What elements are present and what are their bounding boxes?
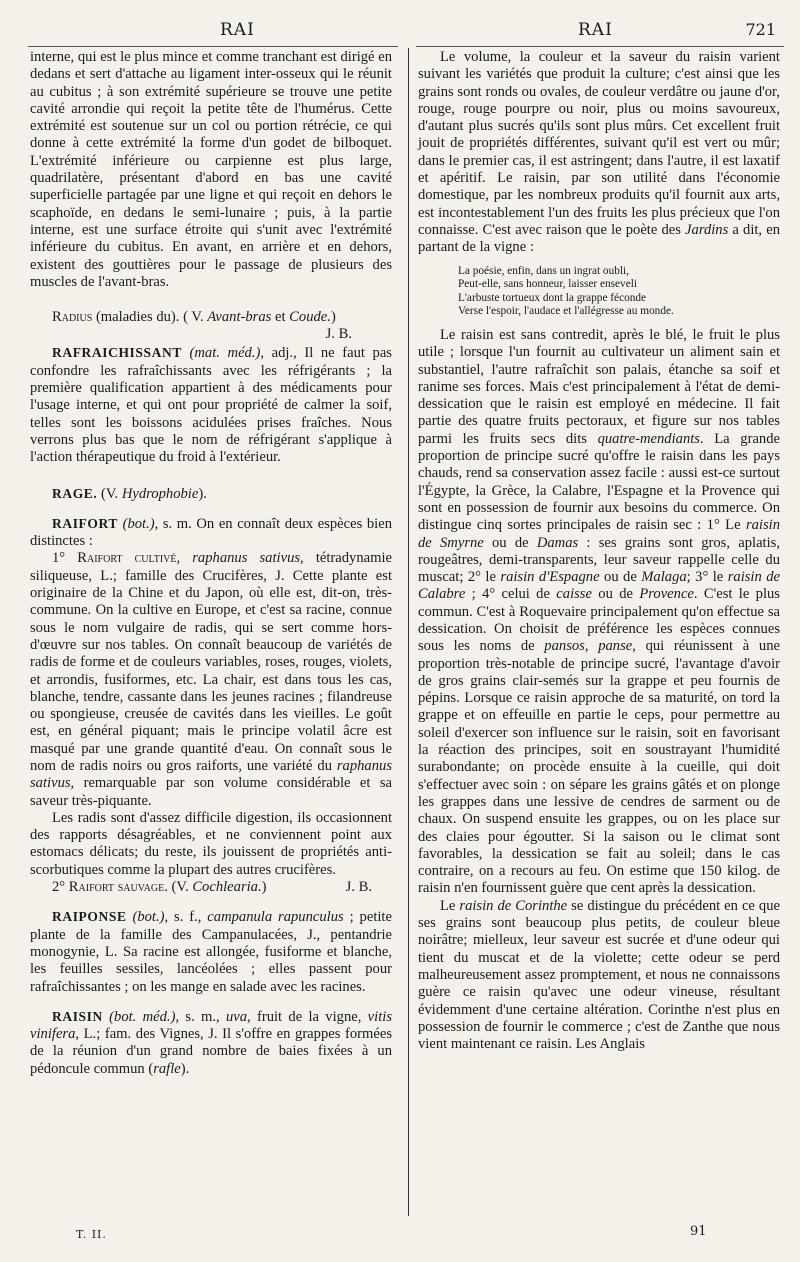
page-number: 721 (745, 20, 776, 39)
verse-line: Verse l'espoir, l'audace et l'allégresse au monde. (458, 305, 674, 318)
entry-rafraichissant: RAFRAICHISSANT (mat. méd.), adj., Il ne faut pas confondre les rafraîchissants avec les réfrigérants ; la première qualification appartient à des médicaments pour l'usage interne, et qui ont pour propriété de calmer la soif, telles sont les boissons acidulées prises fraîches. Nous verrons plus bas que le nom de réfrigérant s'applique à l'action thérapeutique du froid à l'extérieur. (30, 345, 392, 466)
entry-radius: Radius (maladies du). ( V. Avant-bras et Coude.) J. B. (52, 309, 352, 343)
running-head-right: RAI (578, 20, 613, 40)
entry-continuation: interne, qui est le plus mince et comme tranchant est dirigé en dedans et sert d'attache au ligament inter-osseux qui le réunit au cubitus ; à son extrémité supérieure se trouve une petite cavité arrondie qui reçoit la petite tête de l'humérus. Cette extrémité est soutenue sur un col ou portion rétrécie, ce qui donne à cette extrémité la forme d'un godet de bilboquet. L'extrémité inférieure ou carpienne est plus large, quadrilatère, présentant d'abord en bas une cavité superficielle partagée par une ligne et qui reçoit en dehors le scaphoïde, en dedans le semi-lunaire ; puis, à la partie interne, est une surface étroite qui s'unit avec l'extrémité inférieure du cubitus. En avant, en arrière et en dehors, existent des gouttières pour le passage de plusieurs des muscles de l'avant-bras. (30, 49, 392, 290)
entry-rage: RAGE. (V. Hydrophobie). (52, 485, 207, 502)
running-head-left: RAI (220, 20, 255, 40)
headword: RAISIN (52, 1008, 103, 1024)
entry-raisin: RAISIN (bot. méd.), s. m., uva, fruit de la vigne, vitis vinifera, L.; fam. des Vignes, J. Il s'offre en grappes formées de la réunion d'un grand nombre de baies fixées à un pédoncule commun (rafle). (30, 1008, 392, 1077)
cross-reference: Cochlearia. (192, 879, 262, 896)
header-rule-left (28, 46, 398, 47)
paragraph-raisin-varietes: Le volume, la couleur et la saveur du raisin varient suivant les variétés que produit la culture; c'est ainsi que les grains sont ronds ou ovales, de couleur verdâtre ou jaune d'or, rouge, rouge pourpre ou noir, plus ou moins savoureux, d'autant plus sucrés qu'ils sont plus mûrs. Cet excellent fruit jouit de propriétés différentes, suivant qu'il est vert ou mûr; dans le premier cas, il est astringent; dans l'autre, il est laxatif et apéritif. Le raisin, par son utilité dans l'économie domestique, par les nombreux produits qu'il fournit aux arts, est incontestablement l'un des fruits les plus précieux que l'on connaisse. C'est avec raison que le poète des Jardins a dit, en partant de la vigne : (418, 49, 780, 256)
header-rule-right (416, 46, 784, 47)
signature-mark: 91 (690, 1224, 707, 1239)
author-initials: J. B. (325, 326, 352, 343)
cross-reference: Hydrophobie (121, 485, 199, 502)
headword: Radius (52, 309, 93, 326)
entry-raifort-cultive: 1° Raifort cultivé, raphanus sativus, tétradynamie siliqueuse, L.; famille des Crucifères, J. Cette plante est originaire de la Chine et du Japon, où elle est, dit-on, très-commune. On la cultive en Europe, et c'est sa racine, connue sous le nom vulgaire de radis, qui se sert comme hors-d'œuvre sur nos tables. On connaît beaucoup de variétés de radis de forme et de couleurs variables, roses, rouges, violets, et arrondis, fusiformes, etc. La chair, est dans tous les cas, blanche, tendre, cassante dans les jeunes racines ; filandreuse ou spongieuse, creusée de cavités dans les vieilles. Le goût est, en général piquant; mais le principe volatil âcre est masqué par une grande quantité d'eau. On connaît sous le nom de radis noirs ou gros raiforts, une variété du raphanus sativus, remarquable par son volume considérable et sa saveur très-piquante. (30, 550, 392, 809)
entry-raiponse: RAIPONSE (bot.), s. f., campanula rapunculus ; petite plante de la famille des Campanulacées, J., pentandrie monogynie, L. Sa racine est allongée, fusiforme et blanche, les feuilles sessiles, lancéolées ; elles passent pour rafraîchissantes ; on les mange en salade avec les racines. (30, 909, 392, 995)
verse-line: Peut-elle, sans honneur, laisser enseveli (458, 278, 637, 291)
paragraph-raisin-corinthe: Le raisin de Corinthe se distingue du précédent en ce que ses grains sont beaucoup plus petits, de couleur bleue noirâtre; mielleux, leur saveur est sucrée et d'une odeur qui tient du muscat et de la violette; cette odeur se perd malheureusement assez promptement, et nous ne connaissons guère ce raisin qu'avec une odeur vineuse, résultant évidemment d'une certaine altération. Corinthe n'est plus en possession de fournir le commerce ; c'est de Zanthe que nous vient maintenant ce raisin. Les Anglais (418, 897, 780, 1053)
headword: RAGE. (52, 485, 98, 501)
paragraph-radis: Les radis sont d'assez difficile digestion, ils occasionnent des rapports désagréables, et ne conviennent point aux estomacs délicats; du reste, ils jouissent de propriétés anti-scorbutiques comme la plupart des autres crucifères. (30, 809, 392, 878)
column-divider (408, 48, 409, 1216)
volume-mark: T. II. (76, 1228, 107, 1241)
cross-reference: Coude. (289, 309, 331, 326)
subheadword: Raifort sauvage (68, 879, 165, 896)
right-column (418, 49, 780, 1053)
subheadword: Raifort cultivé (77, 550, 177, 567)
cross-reference: Avant-bras (207, 309, 272, 326)
entry-raifort-sauvage: 2° Raifort sauvage. (V. Cochlearia.) J. B. (52, 879, 372, 896)
paragraph-raisin-sec: Le raisin est sans contredit, après le blé, le fruit le plus utile ; lorsque l'un fournit au cultivateur un aliment sain et substantiel, l'autre rafraîchit son palais, étanche sa soif et ranime ses forces. Mais c'est principalement à l'état de demi-dessication que le raisin est employé en médecine. Il fait partie des quatre fruits pectoraux, et figure sur nos tables parmi les fruits secs dits quatre-mendiants. La grande proportion de principe sucré qu'offre le raisin dans les pays chauds, rend sa conservation assez facile : aussi est-ce surtout l'Égypte, la Grèce, la Calabre, l'Espagne et la Provence qui sont en possession de fournir aux besoins du commerce. On distingue cinq sortes principales de raisin sec : 1° Le raisin de Smyrne ou de Damas : ses grains sont gros, aplatis, rougeâtres, demi-transparents, leur saveur rappelle celle du muscat; 2° le raisin d'Espagne ou de Malaga; 3° le raisin de Calabre ; 4° celui de caisse ou de Provence. C'est le plus commun. C'est à Roquevaire principalement qu'on effectue sa dessication. On choisit de préférence les espèces connues sous les noms de pansos, panse, qui réunissent à une proportion très-notable de principe sucré, l'avantage d'avoir de gros grains clair-semés sur la grappe et peu fournis de pépins. Lorsque ce raisin approche de sa maturité, on tord la grappe et on effeuille en partie le ceps, pour permettre au soleil d'exercer son influence sur le raisin, soit en favorisant la réaction des principes, soit en soustrayant l'humidité surabondante; on procède ensuite à la cueille, qui doit s'effectuer avec soin : on sépare les grains gâtés et on plonge les grappes dans une lessive de cendres de sarment ou de chaux. On suspend ensuite les grappes, ou on les place sur des claies pour égoutter. Si la saison ou le climat sont favorables, la dessication se fait au soleil; dans le cas contraire, on a recours au feu. On estime que 150 kilog. de raisin n'en fournissent guère que cent après la dessication. (418, 326, 781, 897)
entry-raifort: RAIFORT (bot.), s. m. On en connaît deux espèces bien distinctes : (30, 515, 392, 550)
headword: RAIPONSE (52, 909, 127, 925)
left-column (30, 49, 392, 1078)
headword: RAFRAICHISSANT (52, 345, 182, 361)
verse-line: La poésie, enfin, dans un ingrat oubli, (458, 264, 629, 277)
author-initials: J. B. (345, 879, 372, 896)
headword: RAIFORT (52, 515, 118, 531)
verse-line: L'arbuste tortueux dont la grappe féconde (458, 291, 647, 304)
verse-quotation (458, 265, 780, 319)
